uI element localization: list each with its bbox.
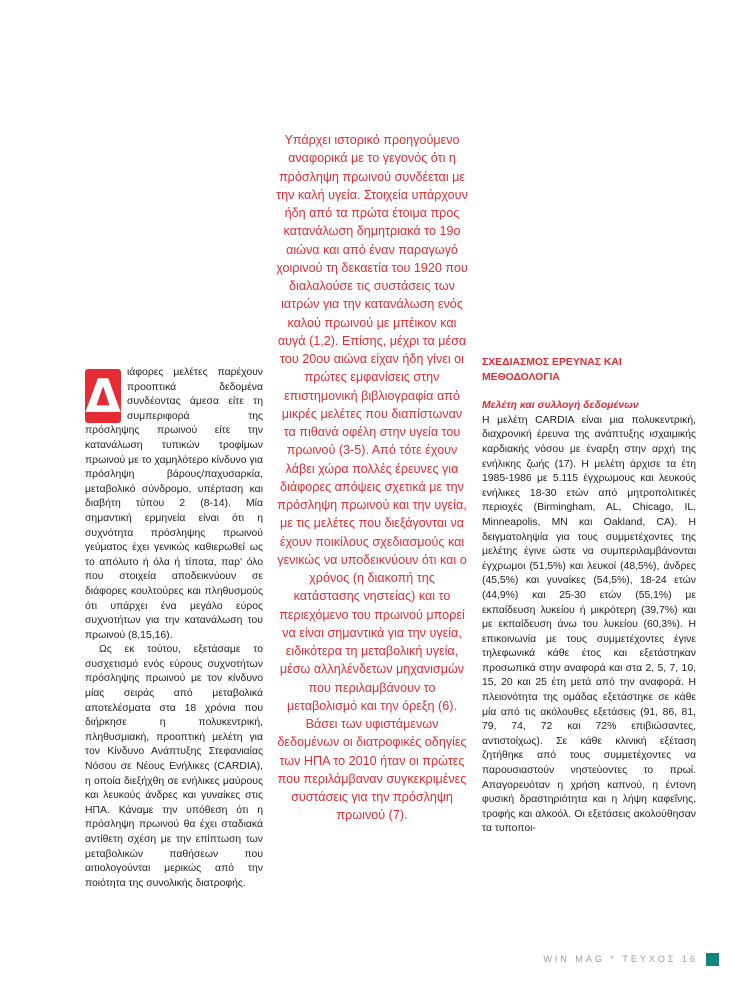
left-paragraph-1-text: ιάφορες μελέτες παρέχουν προοπτικά δεδομένα συνδέοντας άμεσα είτε τη συμπεριφορά της πρόσληψης πρωινού είτε την κατανάλωση τυπικών τροφίμων πρωινού με το χαμηλότερο κίνδυνο για πρόσληψη βάρους/παχυσαρκία, μεταβολικό σύνδρομο, υπέρταση και διαβήτη τύπου 2 (8-14). Μία σημαντική ερμηνεία είναι ότι η συχνότητα πρόσληψης πρωινού γεύματος έχει γενικώς καθιερωθεί ως το απόλυτο ή όλα ή τίποτα, παρ' όλο που στοιχεία αποδεικνύουν σε διάφορες κουλτούρες και πληθυσμούς ότι υπάρχει ένα μεγάλο εύρος συχνοτήτων για την κατανάλωση του πρωινού (8,15,16).: [85, 367, 263, 641]
right-column: [482, 356, 696, 837]
pull-quote-text: Υπάρχει ιστορικό προηγούμενο αναφορικά με το γεγονός ότι η πρόσληψη πρωινού συνδέεται με την καλή υγεία. Στοιχεία υπάρχουν ήδη από τα πρώτα έτοιμα προς κατανάλωση δημητριακά το 19ο αιώνα και από έναν παραγωγό χοιρινού τη δεκαετία του 1920 που διαλαλούσε τις συστάσεις των ιατρών για την κατανάλωση ενός καλού πρωινού με μπέικον και αυγά (1,2). Επίσης, μέχρι τα μέσα του 20ου αιώνα είχαν ήδη γίνει οι πρώτες εμφανίσεις στην επιστημονική βιβλιογραφία από μικρές μελέτες που διαπίστωναν τα πιθανά οφέλη στην υγεία του πρωινού (3-5). Από τότε έχουν λάβει χώρα πολλές έρευνες για διάφορες απόψεις σχετικά με την πρόσληψη πρωινού και την υγεία, με τις μελέτες που διεξάγονται να έχουν ποικίλους σχεδιασμούς και γενικώς να υποδεικνύουν ότι και ο χρόνος (η διακοπή της κατάστασης νηστείας) και το περιεχόμενο του πρωινού μπορεί να είναι σημαντικά για την υγεία, ειδικότερα τη μεταβολική υγεία, μέσω αλληλένδετων μηχανισμών που περιλαμβάνουν το μεταβολισμό και την όρεξη (6). Βάσει των υφιστάμενων δεδομένων οι διατροφικές οδηγίες των ΗΠΑ το 2010 ήταν οι πρώτες που περιλάμβαναν συγκεκριμένες συστάσεις για την πρόσληψη πρωινού (7).: [276, 133, 468, 823]
left-paragraph-2: Ως εκ τούτου, εξετάσαμε το συσχετισμό ενός εύρους συχνοτήτων πρόσληψης πρωινού με τον κίνδυνο μίας σειράς από μεταβολικά αποτελέσματα στα 18 χρόνια που διήρκησε η πολυκεντρική, πληθυσμιακή, προοπτική μελέτη για τον Κίνδυνο Ανάπτυξης Στεφανιαίας Νόσου σε Νέους Ενήλικες (CARDIA), η οποία διεξήχθη σε ενήλικες μαύρους και λευκούς άνδρες και γυναίκες στις ΗΠΑ. Κάναμε την υπόθεση ότι η πρόσληψη πρωινού θα έχει σταδιακά αντίθετη σχέση με την επίπτωση των μεταβολικών παθήσεων που αιτιολογούνται μερικώς από την ποιότητα της συνολικής διατροφής.: [85, 644, 263, 889]
subsection-heading: Μελέτη και συλλογή δεδομένων: [482, 400, 639, 412]
pull-quote: [276, 131, 468, 825]
drop-cap: Δ: [85, 369, 121, 423]
section-heading: ΣΧΕΔΙΑΣΜΟΣ ΕΡΕΥΝΑΣ ΚΑΙ ΜΕΘΟΔΟΛΟΓΙΑ: [482, 357, 622, 383]
footer-square-icon: [706, 953, 719, 966]
left-paragraph-1: [85, 366, 263, 643]
left-column: [85, 366, 263, 891]
page-footer: [543, 952, 719, 966]
right-paragraph-1: Η μελέτη CARDIA είναι μια πολυκεντρική, διαχρονική έρευνα της ανάπτυξης ισχαιμικής καρδιακής νόσου με έναρξη στην αρχή της ενήλικης ζωής (17). Η μελέτη άρχισε τα έτη 1985-1986 με 5.115 έγχρωμους και λευκούς ενήλικες 18-30 ετών από μητροπολιτικές περιοχές (Birmingham, AL, Chicago, IL, Minneapolis, MN και Oakland, CA). Η δειγματοληψία για τους συμμετέχοντες της μελέτης έγινε ώστε να συμπεριλαμβάνονται έγχρωμοι (51,5%) και λευκοί (48,5%), άνδρες (45,5%) και γυναίκες (54,5%), 18-24 ετών (44,9%) και 25-30 ετών (55,1%) με εκπαίδευση λυκείου ή μικρότερη (39,7%) και με εκπαίδευση άνω του λυκείου (60,3%). Η επικοινωνία με τους συμμετέχοντες έγινε τηλεφωνικά κάθε έτος και εξετάστηκαν προσωπικά στην αναφορά και στα 2, 5, 7, 10, 15, 20 και 25 έτη μετά από την αναφορά. Η πλειονότητα της ομάδας εξετάστηκε σε κάθε μία από τις ακόλουθες εξετάσεις (91, 86, 81, 79, 74, 72 και 72% επιβιώσαντες, αντιστοίχως). Σε κάθε κλινική εξέταση ζητήθηκε από τους συμμετέχοντες να παρουσιαστούν νηστεύοντες το πρωί. Απαγορευόταν η χρήση καπνού, η έντονη φυσική δραστηριότητα και η λήψη καφεΐνης, τροφής και αλκοόλ. Οι εξετάσεις ακολούθησαν τα τυποποι-: [482, 414, 696, 835]
footer-text: WIN MAG * ΤΕΥΧΟΣ 16: [543, 954, 698, 964]
